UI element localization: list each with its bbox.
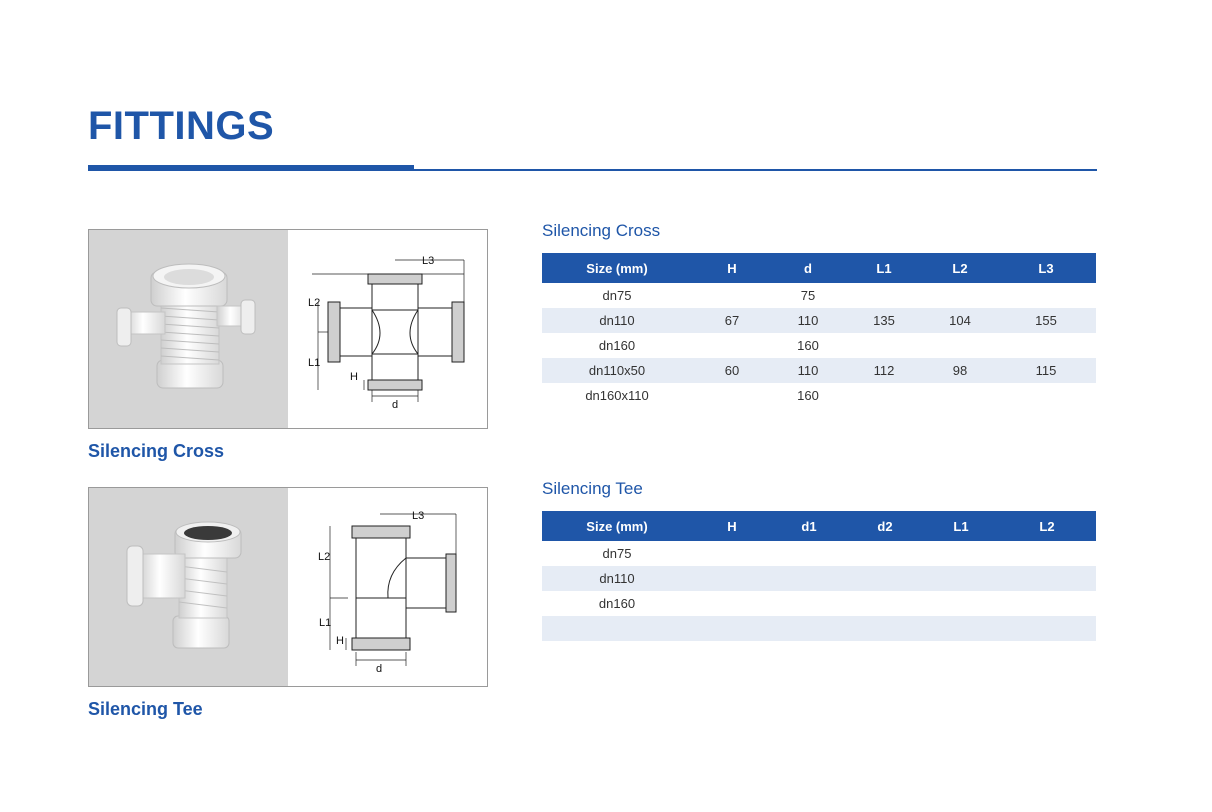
table-cell: dn110x50 bbox=[542, 358, 692, 383]
table-cell: dn110 bbox=[542, 308, 692, 333]
table-cell: 160 bbox=[772, 333, 844, 358]
table-row bbox=[542, 566, 1096, 591]
table-cell bbox=[772, 566, 846, 591]
table-cell: 110 bbox=[772, 308, 844, 333]
table-row bbox=[542, 333, 1096, 358]
table-cell: 135 bbox=[844, 308, 924, 333]
table-cell bbox=[844, 383, 924, 408]
column-header: d1 bbox=[772, 511, 846, 541]
silencing-cross-figure bbox=[88, 229, 488, 429]
dim-label-l2: L2 bbox=[308, 297, 321, 309]
table-cell bbox=[998, 616, 1096, 641]
table-cell bbox=[846, 566, 924, 591]
table-header-row bbox=[542, 511, 1096, 541]
table-cell bbox=[924, 591, 998, 616]
table-cell: 115 bbox=[996, 358, 1096, 383]
table-cell bbox=[692, 541, 772, 566]
table-cell: 112 bbox=[844, 358, 924, 383]
silencing-tee-drawing bbox=[288, 488, 487, 686]
silencing-cross-table-title: Silencing Cross bbox=[542, 221, 661, 240]
table-row bbox=[542, 383, 1096, 408]
table-row bbox=[542, 541, 1096, 566]
column-header: H bbox=[692, 253, 772, 283]
dim-label-l1: L1 bbox=[308, 357, 321, 369]
table-cell bbox=[692, 616, 772, 641]
table-cell: 98 bbox=[924, 358, 996, 383]
table-cell bbox=[692, 591, 772, 616]
table-cell bbox=[846, 541, 924, 566]
column-header: d bbox=[772, 253, 844, 283]
table-row bbox=[542, 358, 1096, 383]
silencing-tee-table-title: Silencing Tee bbox=[542, 479, 643, 498]
table-header-row bbox=[542, 253, 1096, 283]
table-cell bbox=[844, 283, 924, 308]
dim-label-h: H bbox=[336, 635, 344, 647]
table-cell: 67 bbox=[692, 308, 772, 333]
silencing-tee-spec-table bbox=[542, 511, 1096, 641]
dim-label-l3: L3 bbox=[422, 255, 435, 267]
table-cell bbox=[924, 283, 996, 308]
table-cell: 155 bbox=[996, 308, 1096, 333]
dim-label-d: d bbox=[392, 399, 399, 411]
column-header: L2 bbox=[924, 253, 996, 283]
column-header: d2 bbox=[846, 511, 924, 541]
table-row bbox=[542, 616, 1096, 641]
title-underline-accent bbox=[88, 165, 414, 170]
table-cell: dn75 bbox=[542, 541, 692, 566]
dim-label-h: H bbox=[350, 371, 358, 383]
table-cell: 104 bbox=[924, 308, 996, 333]
table-cell: 75 bbox=[772, 283, 844, 308]
table-cell bbox=[692, 283, 772, 308]
column-header: L2 bbox=[998, 511, 1096, 541]
table-cell bbox=[692, 383, 772, 408]
silencing-tee-figure bbox=[88, 487, 488, 687]
table-cell bbox=[924, 541, 998, 566]
silencing-cross-drawing bbox=[288, 230, 487, 428]
dim-label-d: d bbox=[376, 663, 383, 675]
silencing-cross-photo bbox=[89, 230, 288, 428]
table-row bbox=[542, 308, 1096, 333]
table-cell: 160 bbox=[772, 383, 844, 408]
dim-label-l1: L1 bbox=[319, 617, 332, 629]
silencing-cross-caption: Silencing Cross bbox=[88, 441, 225, 461]
table-cell: dn75 bbox=[542, 283, 692, 308]
table-cell bbox=[996, 383, 1096, 408]
column-header: Size (mm) bbox=[542, 511, 692, 541]
silencing-tee-photo bbox=[89, 488, 288, 686]
column-header: L1 bbox=[924, 511, 998, 541]
table-cell bbox=[996, 283, 1096, 308]
silencing-cross-spec-table bbox=[542, 253, 1096, 408]
table-cell bbox=[772, 591, 846, 616]
table-cell bbox=[998, 591, 1096, 616]
column-header: H bbox=[692, 511, 772, 541]
table-cell bbox=[772, 616, 846, 641]
table-cell: dn110 bbox=[542, 566, 692, 591]
table-cell bbox=[692, 566, 772, 591]
column-header: L1 bbox=[844, 253, 924, 283]
table-cell: 60 bbox=[692, 358, 772, 383]
table-cell bbox=[924, 383, 996, 408]
table-cell bbox=[846, 616, 924, 641]
column-header: L3 bbox=[996, 253, 1096, 283]
table-cell bbox=[772, 541, 846, 566]
table-cell: 110 bbox=[772, 358, 844, 383]
table-cell bbox=[924, 566, 998, 591]
column-header: Size (mm) bbox=[542, 253, 692, 283]
table-cell: dn160 bbox=[542, 591, 692, 616]
table-cell bbox=[542, 616, 692, 641]
table-row bbox=[542, 591, 1096, 616]
table-cell bbox=[844, 333, 924, 358]
dim-label-l3: L3 bbox=[412, 510, 425, 522]
dim-label-l2: L2 bbox=[318, 551, 331, 563]
silencing-tee-caption: Silencing Tee bbox=[88, 699, 203, 719]
table-cell bbox=[692, 333, 772, 358]
table-cell: dn160x110 bbox=[542, 383, 692, 408]
table-row bbox=[542, 283, 1096, 308]
table-cell bbox=[996, 333, 1096, 358]
table-cell bbox=[846, 591, 924, 616]
table-cell: dn160 bbox=[542, 333, 692, 358]
table-cell bbox=[924, 616, 998, 641]
page-title: FITTINGS bbox=[88, 104, 275, 148]
table-cell bbox=[924, 333, 996, 358]
table-cell bbox=[998, 541, 1096, 566]
table-cell bbox=[998, 566, 1096, 591]
